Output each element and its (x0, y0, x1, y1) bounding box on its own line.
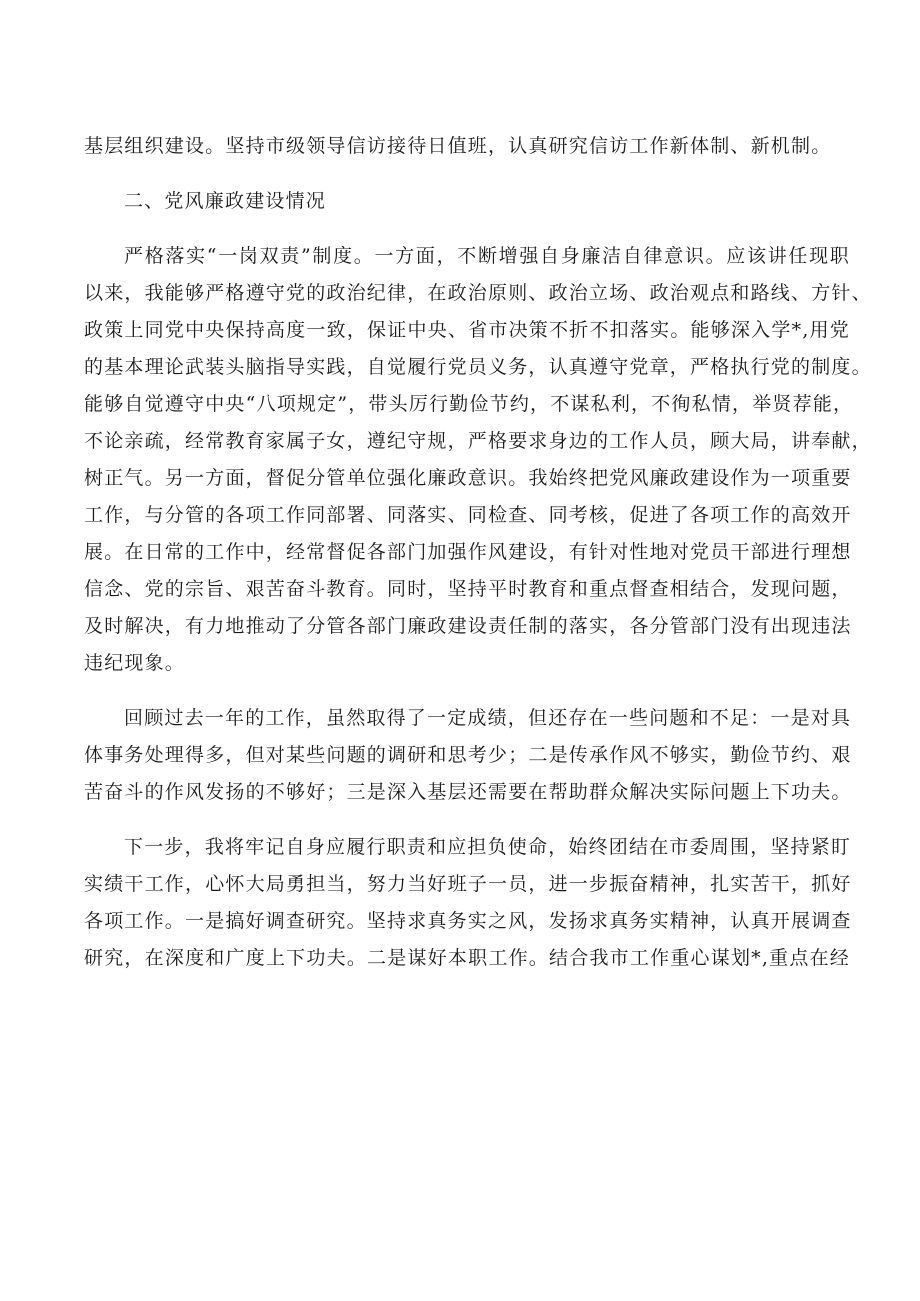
section-heading (84, 183, 850, 220)
text-line: 的基本理论武装头脑指导实践，自觉履行党员义务，认真遵守党章，严格执行党的制度。 (84, 356, 872, 378)
paragraph (84, 238, 872, 682)
text-line: 树正气。另一方面，督促分管单位强化廉政意识。我始终把党风廉政建设作为一项重要 (84, 467, 852, 489)
paragraph (84, 700, 850, 811)
text-line: 下一步，我将牢记自身应履行职责和应担负使命，始终团结在市委周围，坚持紧盯 (124, 836, 852, 858)
text-line: 体事务处理得多，但对某些问题的调研和思考少；二是传承作风不够实，勤俭节约、艰 (84, 744, 852, 766)
text-line: 严格落实“一岗双责”制度。一方面，不断增强自身廉洁自律意识。应该讲任现职 (124, 245, 850, 267)
document-body (84, 128, 872, 977)
text-line: 政策上同党中央保持高度一致，保证中央、省市决策不折不扣落实。能够深入学*,用党 (84, 319, 850, 341)
text-line: 及时解决，有力地推动了分管各部门廉政建设责任制的落实，各分管部门没有出现违法 (84, 615, 852, 637)
text-line: 基层组织建设。坚持市级领导信访接待日值班，认真研究信访工作新体制、新机制。 (84, 135, 832, 157)
text-line: 不论亲疏，经常教育家属子女，遵纪守规，严格要求身边的工作人员，顾大局，讲奉献， (84, 430, 872, 452)
text-line: 以来，我能够严格遵守党的政治纪律，在政治原则、政治立场、政治观点和路线、方针、 (84, 282, 872, 304)
heading-text: 二、党风廉政建设情况 (124, 190, 327, 212)
text-line: 展。在日常的工作中，经常督促各部门加强作风建设，有针对性地对党员干部进行理想 (84, 541, 852, 563)
text-line: 信念、党的宗旨、艰苦奋斗教育。同时，坚持平时教育和重点督查相结合，发现问题， (84, 578, 852, 600)
text-line: 苦奋斗的作风发扬的不够好；三是深入基层还需要在帮助群众解决实际问题上下功夫。 (84, 781, 852, 803)
text-line: 回顾过去一年的工作，虽然取得了一定成绩，但还存在一些问题和不足：一是对具 (124, 707, 852, 729)
text-line: 工作，与分管的各项工作同部署、同落实、同检查、同考核，促进了各项工作的高效开 (84, 504, 852, 526)
text-line: 研究，在深度和广度上下功夫。二是谋好本职工作。结合我市工作重心谋划*,重点在经 (84, 947, 850, 969)
paragraph (84, 128, 850, 165)
text-line: 实绩干工作，心怀大局勇担当，努力当好班子一员，进一步振奋精神，扎实苦干，抓好 (84, 873, 852, 895)
paragraph (84, 829, 850, 977)
text-line: 各项工作。一是搞好调查研究。坚持求真务实之风，发扬求真务实精神，认真开展调查 (84, 910, 852, 932)
text-line: 能够自觉遵守中央“八项规定”，带头厉行勤俭节约，不谋私利，不徇私情，举贤荐能， (84, 393, 854, 415)
text-line: 违纪现象。 (84, 652, 186, 674)
